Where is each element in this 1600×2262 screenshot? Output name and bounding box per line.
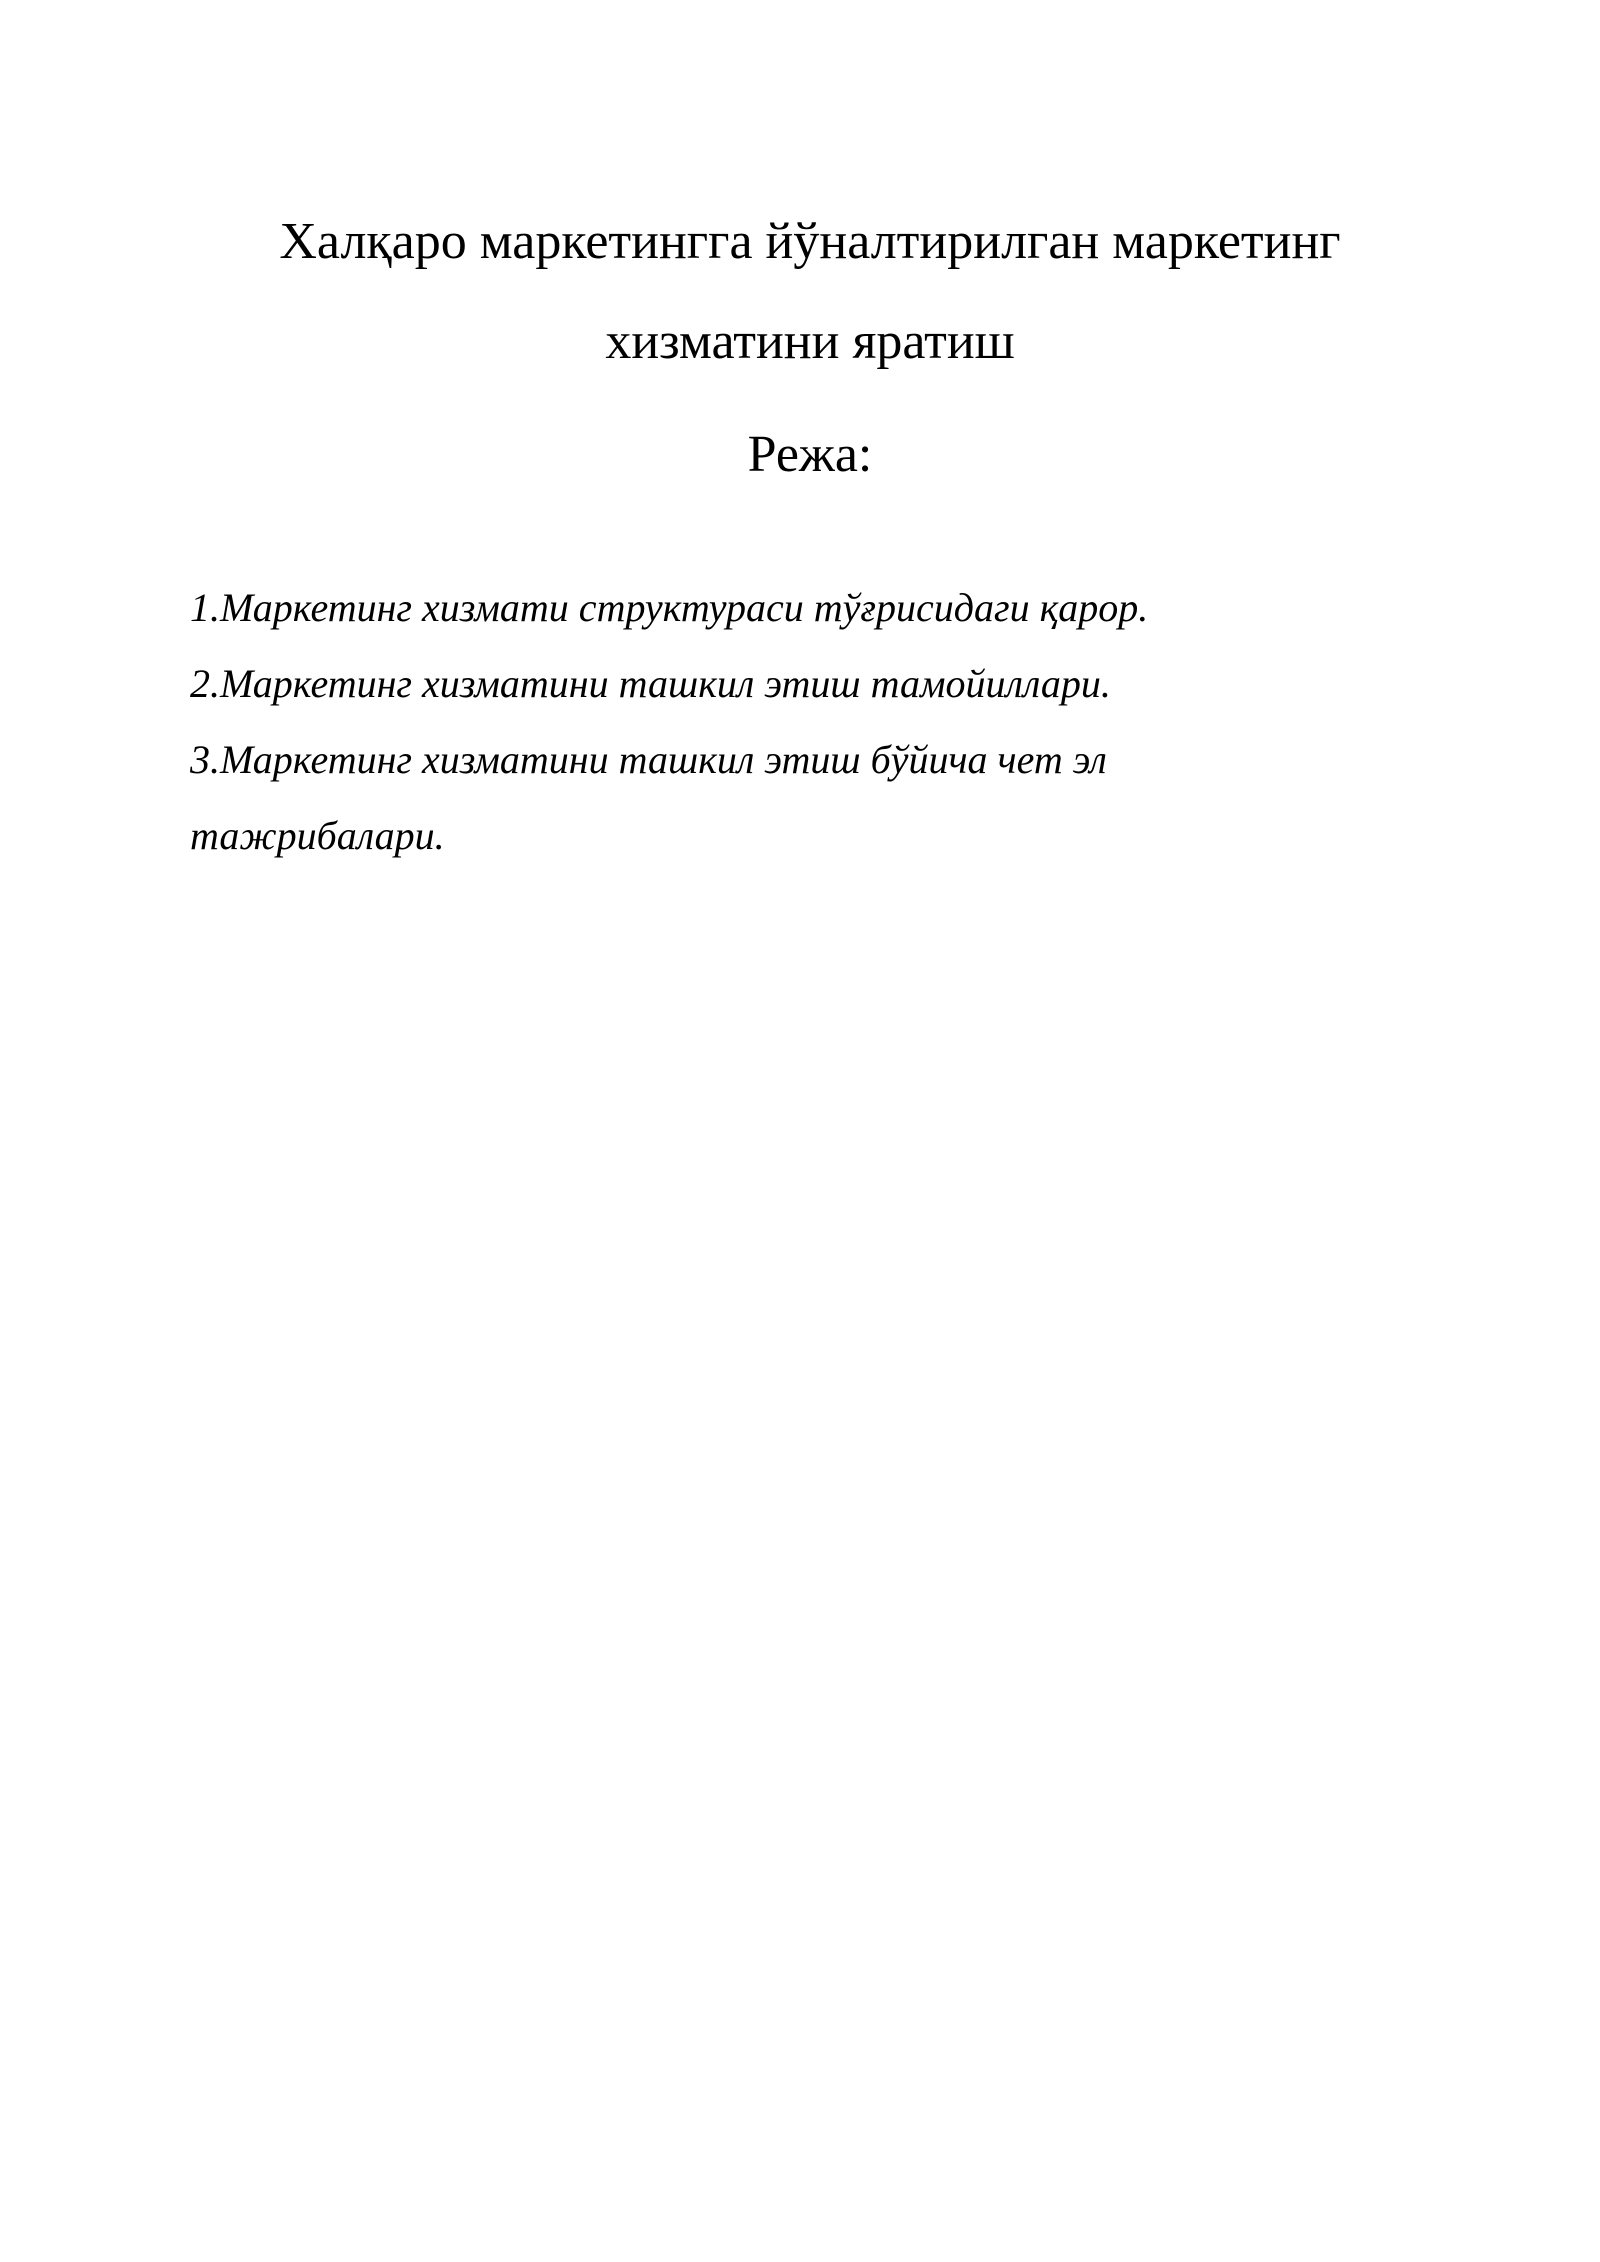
plan-heading: Режа: <box>747 426 873 483</box>
plan-item-2: 2.Маркетинг хизматини ташкил этиш тамойиллари. <box>190 661 1111 706</box>
document-title-line-1: Халқаро маркетингга йўналтирилган маркетинг <box>279 213 1341 270</box>
plan-list <box>190 570 1290 874</box>
plan-item-3-continuation: тажрибалари. <box>190 813 445 858</box>
document-title-line-2: хизматини яратиш <box>605 313 1015 370</box>
plan-item-3: 3.Маркетинг хизматини ташкил этиш бўйича чет эл <box>190 737 1107 782</box>
plan-item-1: 1.Маркетинг хизмати структураси тўғрисидаги қарор. <box>190 585 1149 630</box>
document-title <box>180 192 1440 392</box>
